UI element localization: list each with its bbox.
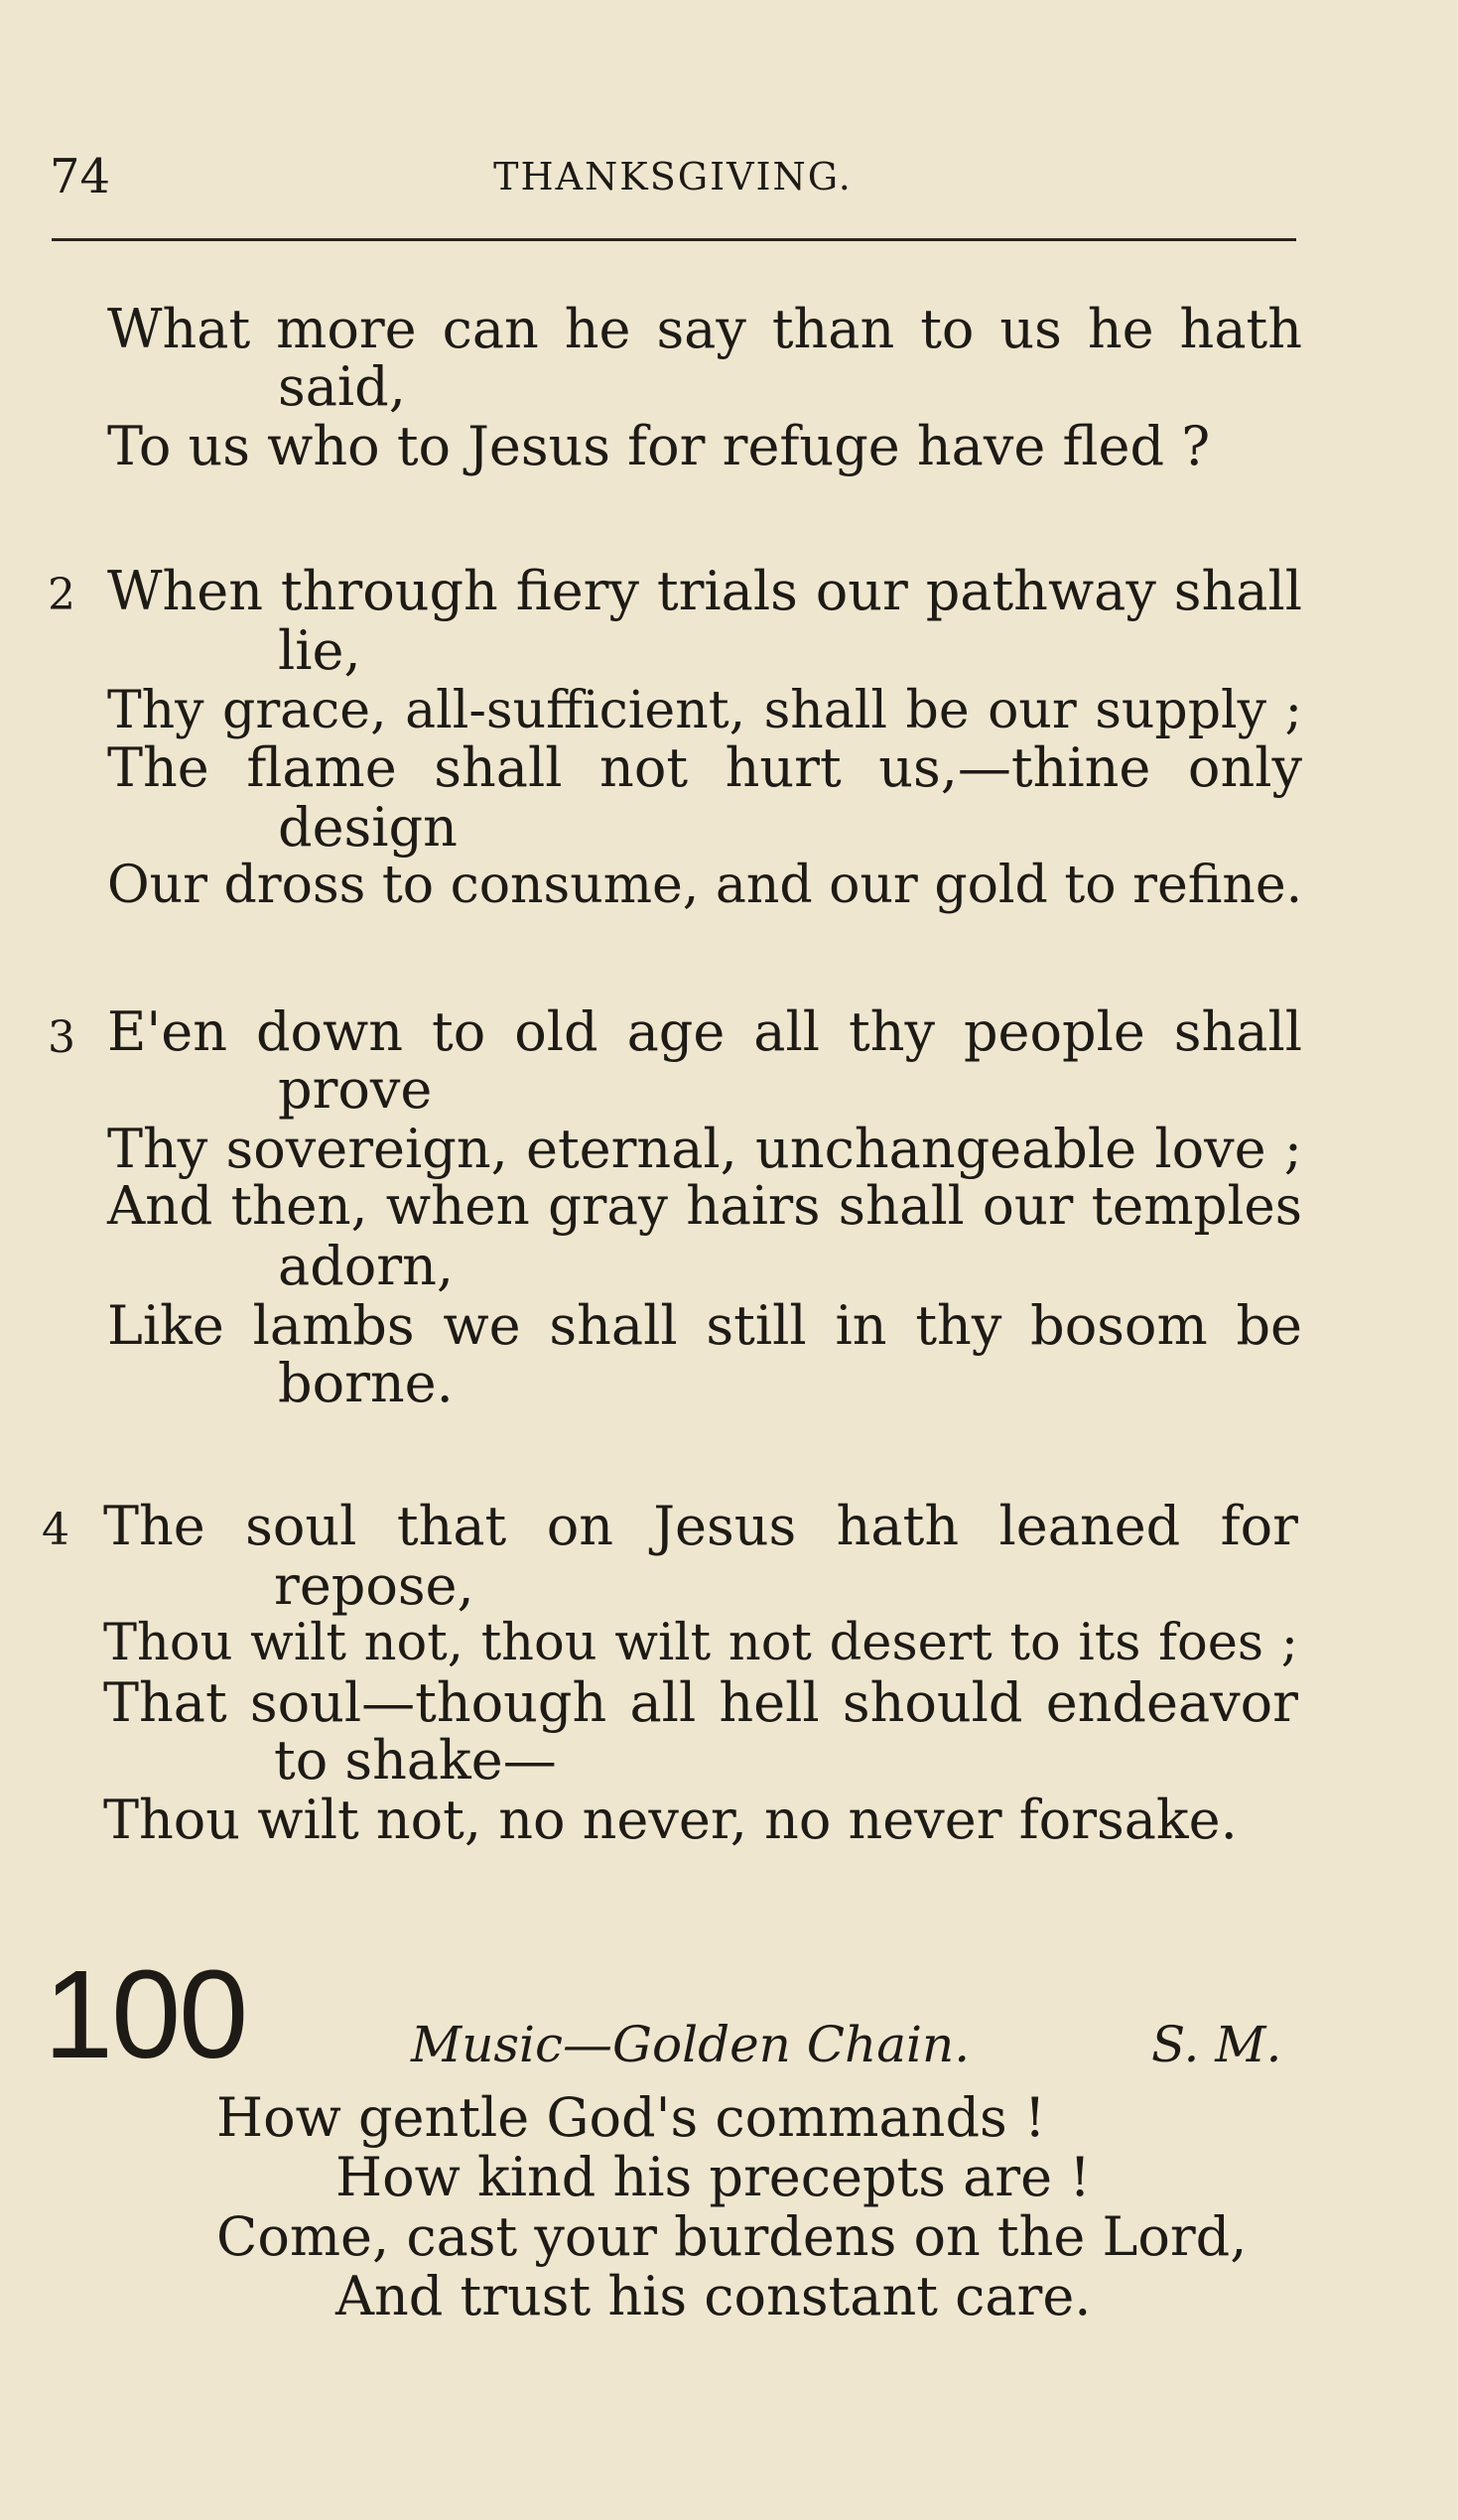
tune-name: Music—Golden Chain. xyxy=(411,2016,971,2073)
stanza-number: 4 xyxy=(42,1505,69,1555)
verse-line: Thy grace, all-sufficient, shall be our supply ; xyxy=(107,681,1302,740)
verse-line: And trust his constant care. xyxy=(335,2265,1092,2327)
verse-line: To us who to Jesus for refuge have fled ? xyxy=(107,415,1211,477)
verse-line: The flame shall not hurt us,—thine only xyxy=(107,736,1302,799)
verse-line: repose, xyxy=(274,1554,474,1617)
hymn-number: 100 xyxy=(44,1944,247,2084)
verse-line: prove xyxy=(278,1058,433,1121)
page-header xyxy=(50,147,1296,206)
verse-line: Come, cast your burdens on the Lord, xyxy=(216,2205,1248,2268)
verse-line: Thou wilt not, no never, no never forsake. xyxy=(103,1789,1238,1851)
verse-line: lie, xyxy=(278,619,361,682)
header-rule xyxy=(52,238,1296,241)
verse-line: Like lambs we shall still in thy bosom be xyxy=(107,1294,1302,1357)
verse-line: borne. xyxy=(278,1352,454,1414)
verse-line: That soul—though all hell should endeavor xyxy=(103,1671,1298,1734)
verse-line: Thou wilt not, thou wilt not desert to its foes ; xyxy=(103,1614,1298,1672)
stanza-number: 2 xyxy=(48,570,75,620)
verse-line: design xyxy=(278,796,458,859)
verse-line: said, xyxy=(278,355,406,418)
verse-line: How gentle God's commands ! xyxy=(216,2086,1046,2149)
running-title: THANKSGIVING. xyxy=(493,155,853,199)
verse-line: Our dross to consume, and our gold to refine. xyxy=(107,856,1303,915)
page-number: 74 xyxy=(50,149,111,204)
verse-line: The soul that on Jesus hath leaned for xyxy=(103,1495,1298,1557)
meter: S. M. xyxy=(1151,2016,1282,2073)
verse-line: Thy sovereign, eternal, unchangeable love ; xyxy=(107,1118,1302,1180)
verse-line: And then, when gray hairs shall our temples xyxy=(107,1176,1302,1237)
verse-line: How kind his precepts are ! xyxy=(335,2146,1091,2208)
verse-line: adorn, xyxy=(278,1235,455,1297)
verse-line: What more can he say than to us he hath xyxy=(107,298,1302,360)
verse-line: E'en down to old age all thy people shall xyxy=(107,1000,1302,1063)
verse-line: When through fiery trials our pathway shall xyxy=(107,560,1302,622)
verse-line: to shake— xyxy=(274,1729,557,1791)
stanza-number: 3 xyxy=(48,1012,75,1063)
